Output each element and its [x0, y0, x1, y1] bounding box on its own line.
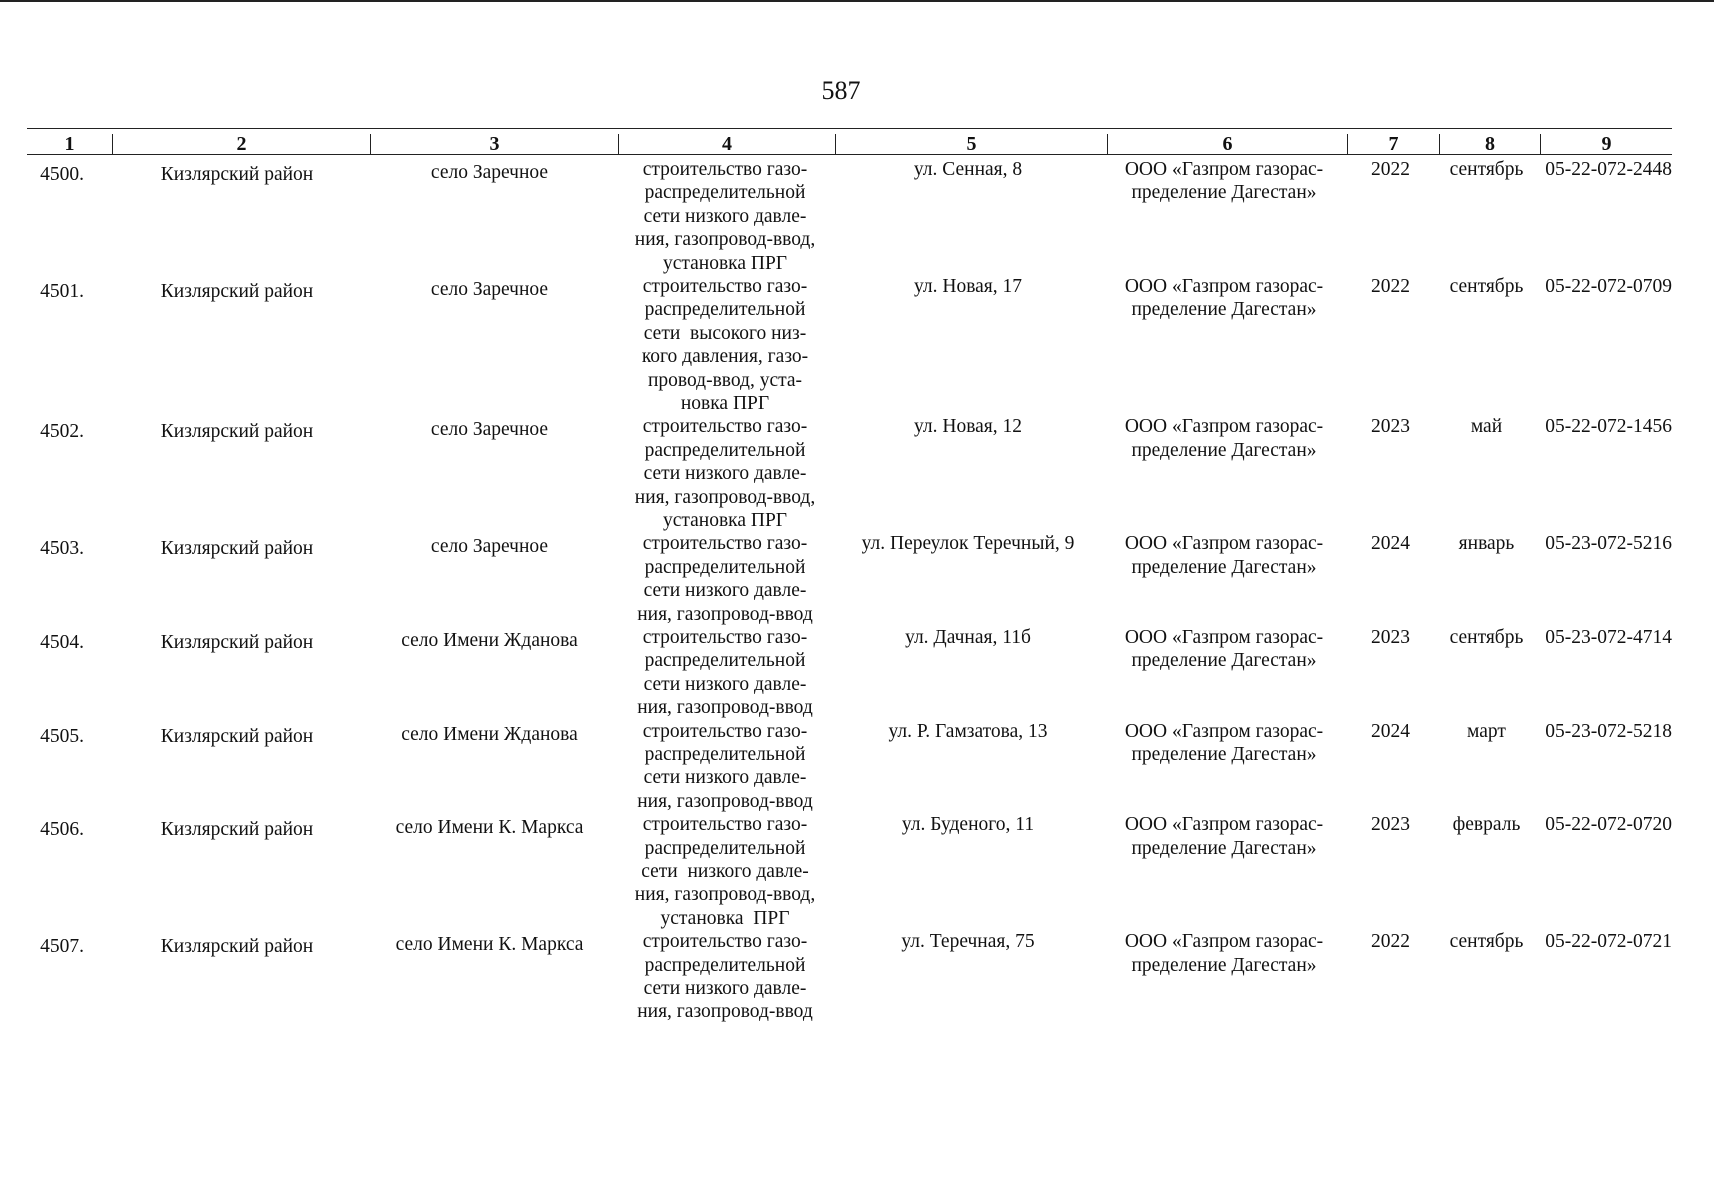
organization-cell: [1103, 813, 1345, 860]
address-cell: ул. Дачная, 11б: [905, 627, 1031, 648]
work-description-line: сети низкого давле-: [643, 205, 807, 227]
column-number-5: 5: [835, 134, 1107, 154]
column-number-7: 7: [1347, 134, 1439, 154]
organization-line: ООО «Газпром газорас-: [1124, 416, 1324, 438]
work-description-line: распределительной: [644, 954, 806, 976]
settlement-cell: село Заречное: [430, 279, 549, 300]
work-description-line: новка ПРГ: [680, 393, 770, 415]
column-number-9: 9: [1540, 134, 1672, 154]
organization-line: ООО «Газпром газорас-: [1124, 720, 1324, 742]
work-description-line: распределительной: [644, 182, 806, 204]
address-cell: ул. Сенная, 8: [913, 159, 1023, 180]
address-cell: ул. Новая, 17: [913, 276, 1023, 297]
organization-line: ООО «Газпром газорас-: [1124, 159, 1324, 180]
work-description-line: строительство газо-: [642, 416, 808, 438]
object-code-cell: 05-23-072-5218: [1545, 720, 1672, 742]
organization-line: пределение Дагестан»: [1131, 650, 1317, 672]
work-description-cell: [617, 720, 833, 814]
month-cell: май: [1470, 416, 1503, 438]
organization-cell: [1103, 158, 1345, 205]
work-description-cell: [617, 532, 833, 626]
month-cell: сентябрь: [1449, 931, 1524, 953]
page-number: 587: [821, 76, 861, 105]
organization-cell: [1103, 720, 1345, 767]
work-description-line: распределительной: [644, 439, 806, 461]
district-cell: Кизлярский район: [160, 725, 314, 747]
month-cell: март: [1467, 720, 1506, 742]
settlement-cell: село Заречное: [430, 162, 549, 183]
row-number: 4504.: [40, 632, 84, 653]
column-number-1: 1: [64, 133, 75, 155]
organization-line: ООО «Газпром газорас-: [1124, 627, 1324, 648]
year-cell: 2022: [1371, 276, 1410, 297]
organization-line: пределение Дагестан»: [1131, 556, 1317, 578]
month-cell: январь: [1458, 533, 1515, 555]
work-description-line: сети низкого давле-: [643, 673, 807, 695]
address-cell: ул. Теречная, 75: [901, 931, 1035, 953]
row-number: 4502.: [40, 421, 84, 443]
work-description-line: сети низкого давле-: [643, 580, 807, 602]
row-number: 4501.: [40, 281, 84, 302]
address-cell: ул. Новая, 12: [913, 416, 1023, 438]
work-description-line: ния, газопровод-ввод: [637, 697, 813, 719]
column-number-8: 8: [1439, 134, 1540, 154]
work-description-line: строительство газо-: [642, 627, 808, 648]
settlement-cell: село Заречное: [430, 536, 549, 558]
district-cell: Кизлярский район: [160, 164, 314, 185]
district-cell: Кизлярский район: [160, 281, 314, 302]
organization-line: пределение Дагестан»: [1131, 954, 1317, 976]
month-cell: февраль: [1452, 814, 1521, 836]
work-description-line: установка ПРГ: [662, 510, 788, 532]
work-description-cell: [617, 158, 833, 275]
work-description-line: сети низкого давле-: [641, 861, 809, 882]
work-description-line: строительство газо-: [642, 276, 808, 297]
work-description-line: ния, газопровод-ввод: [637, 603, 813, 625]
work-description-line: сети низкого давле-: [643, 767, 807, 789]
top-border-line: [0, 0, 1714, 2]
object-code-cell: 05-22-072-0721: [1545, 931, 1672, 953]
organization-cell: [1103, 626, 1345, 673]
month-cell: сентябрь: [1449, 276, 1524, 297]
object-code-cell: 05-22-072-0709: [1545, 276, 1672, 297]
column-number-header: [27, 134, 1672, 155]
year-cell: 2023: [1371, 814, 1410, 836]
year-cell: 2023: [1371, 416, 1410, 438]
work-description-cell: [617, 930, 833, 1024]
work-description-line: ния, газопровод-ввод,: [634, 884, 816, 906]
district-cell: Кизлярский район: [160, 819, 314, 841]
work-description-line: распределительной: [644, 837, 806, 859]
settlement-cell: село Имени К. Маркса: [395, 817, 584, 839]
work-description-line: распределительной: [644, 650, 806, 672]
settlement-cell: село Заречное: [430, 419, 549, 441]
work-description-line: строительство газо-: [642, 159, 808, 180]
row-number: 4500.: [40, 164, 84, 185]
column-number-4: 4: [618, 134, 835, 154]
month-cell: сентябрь: [1449, 159, 1524, 180]
organization-line: ООО «Газпром газорас-: [1124, 276, 1324, 297]
year-cell: 2022: [1371, 931, 1410, 953]
work-description-cell: [617, 275, 833, 415]
column-number-6: 6: [1107, 134, 1347, 154]
organization-cell: [1103, 415, 1345, 462]
organization-cell: [1103, 532, 1345, 579]
organization-line: пределение Дагестан»: [1131, 744, 1317, 765]
row-number: 4507.: [40, 936, 84, 958]
work-description-line: сети высокого низ-: [643, 322, 807, 344]
settlement-cell: село Имени К. Маркса: [395, 934, 584, 956]
year-cell: 2024: [1371, 533, 1410, 555]
object-code-cell: 05-23-072-5216: [1545, 533, 1672, 555]
year-cell: 2024: [1371, 720, 1410, 742]
row-number: 4503.: [40, 538, 84, 560]
organization-line: ООО «Газпром газорас-: [1124, 931, 1324, 953]
organization-line: ООО «Газпром газорас-: [1124, 533, 1324, 555]
work-description-line: сети низкого давле-: [643, 463, 807, 485]
address-cell: ул. Р. Гамзатова, 13: [888, 720, 1048, 742]
work-description-cell: [617, 626, 833, 720]
settlement-cell: село Имени Жданова: [401, 630, 578, 651]
year-cell: 2022: [1371, 159, 1410, 180]
row-number: 4506.: [40, 819, 84, 841]
work-description-cell: [617, 813, 833, 930]
month-cell: сентябрь: [1449, 627, 1524, 648]
work-description-line: установка ПРГ: [660, 907, 790, 929]
work-description-line: распределительной: [644, 744, 806, 765]
work-description-line: кого давления, газо-: [641, 346, 809, 368]
organization-line: пределение Дагестан»: [1131, 837, 1317, 859]
object-code-cell: 05-23-072-4714: [1545, 627, 1672, 648]
work-description-line: сети низкого давле-: [643, 978, 807, 999]
object-code-cell: 05-22-072-1456: [1545, 416, 1672, 438]
work-description-line: строительство газо-: [642, 533, 808, 555]
work-description-line: распределительной: [644, 299, 806, 321]
organization-line: ООО «Газпром газорас-: [1124, 814, 1324, 836]
organization-cell: [1103, 275, 1345, 322]
work-description-line: ния, газопровод-ввод: [637, 790, 813, 812]
work-description-line: ния, газопровод-ввод,: [634, 486, 816, 508]
organization-cell: [1103, 930, 1345, 977]
district-cell: Кизлярский район: [160, 936, 314, 958]
column-number-3: 3: [370, 134, 618, 154]
table-top-rule: [27, 128, 1672, 129]
settlement-cell: село Имени Жданова: [401, 723, 578, 745]
address-cell: ул. Буденого, 11: [901, 814, 1035, 836]
year-cell: 2023: [1371, 627, 1410, 648]
address-cell: ул. Переулок Теречный, 9: [861, 533, 1075, 555]
work-description-line: строительство газо-: [642, 720, 808, 742]
organization-line: пределение Дагестан»: [1131, 182, 1317, 204]
work-description-line: строительство газо-: [642, 814, 808, 836]
object-code-cell: 05-22-072-0720: [1545, 814, 1672, 836]
work-description-line: установка ПРГ: [662, 252, 788, 274]
work-description-line: ния, газопровод-ввод: [637, 1001, 813, 1023]
object-code-cell: 05-22-072-2448: [1545, 159, 1672, 180]
work-description-line: строительство газо-: [642, 931, 808, 953]
row-number: 4505.: [40, 725, 84, 747]
district-cell: Кизлярский район: [160, 632, 314, 653]
district-cell: Кизлярский район: [160, 421, 314, 443]
work-description-cell: [617, 415, 833, 532]
organization-line: пределение Дагестан»: [1131, 439, 1317, 461]
district-cell: Кизлярский район: [160, 538, 314, 560]
work-description-line: распределительной: [644, 556, 806, 578]
work-description-line: провод-ввод, уста-: [647, 369, 803, 391]
column-number-2: 2: [112, 134, 370, 154]
organization-line: пределение Дагестан»: [1131, 299, 1317, 321]
work-description-line: ния, газопровод-ввод,: [634, 229, 816, 251]
